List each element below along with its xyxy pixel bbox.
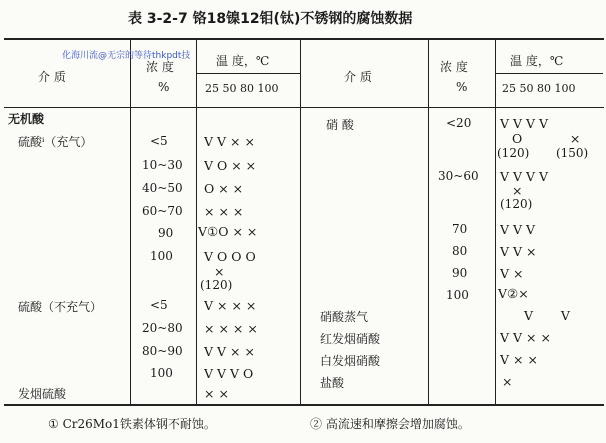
right-conc-4: 30~60 — [438, 169, 479, 183]
right-conc-9: 90 — [452, 266, 468, 280]
header-temps-right: 25 50 80 100 — [502, 82, 576, 95]
left-marks-6: V O O O — [204, 249, 256, 264]
header-conc-left: 浓 度 — [146, 60, 174, 74]
col-divider-2 — [196, 38, 197, 404]
header-temp-left: 温 度，℃ — [216, 54, 270, 68]
label-red-fuming-nitric: 红发烟硝酸 — [320, 332, 381, 346]
temp-subrule-left — [196, 73, 300, 74]
left-marks-9: V × × × — [204, 298, 257, 313]
left-conc-9: <5 — [150, 298, 168, 312]
footnote-1: ① Cr26Mo1铁素体钢不耐蚀。 — [48, 417, 216, 431]
header-medium-left: 介 质 — [38, 70, 66, 84]
label-hydrochloric: 盐酸 — [320, 376, 345, 390]
left-conc-3: 40~50 — [142, 181, 183, 195]
label-fuming-sulfuric: 发烟硫酸 — [18, 387, 67, 401]
col-divider-1 — [130, 38, 131, 404]
left-marks-12: V V V O — [204, 366, 254, 381]
col-divider-center — [300, 38, 301, 404]
left-conc-1: <5 — [150, 134, 168, 148]
bottom-rule — [4, 404, 604, 406]
right-conc-1: <20 — [446, 116, 472, 130]
right-marks-3: (120) (150) — [497, 146, 589, 160]
right-marks-2: O × — [512, 131, 581, 146]
left-conc-5: 90 — [158, 226, 174, 240]
header-rule — [4, 107, 604, 108]
temp-subrule-right — [495, 73, 603, 74]
left-conc-2: 10~30 — [142, 158, 183, 172]
right-marks-11: V V — [524, 308, 570, 323]
header-conc-right: 浓 度 — [440, 60, 468, 74]
left-marks-11: V V × × — [204, 344, 255, 359]
right-marks-1: V V V V — [500, 116, 549, 131]
label-sulfuric-non-aerated: 硫酸（不充气） — [18, 300, 103, 314]
top-rule — [4, 38, 604, 40]
label-white-fuming-nitric: 白发烟硝酸 — [320, 354, 381, 368]
left-marks-5: V①O × × — [198, 224, 258, 239]
right-marks-14: × — [502, 374, 513, 389]
header-medium-right: 介 质 — [344, 70, 372, 84]
right-marks-5: × — [512, 183, 523, 198]
right-conc-8: 80 — [452, 244, 468, 258]
right-marks-12: V V × × — [500, 330, 551, 345]
right-marks-13: V × × — [500, 352, 538, 367]
left-marks-8: (120) — [200, 278, 233, 292]
left-marks-10: × × × × — [204, 321, 258, 336]
right-marks-4: V V V V — [500, 169, 549, 184]
header-temp-right: 温 度，℃ — [510, 54, 564, 68]
left-conc-4: 60~70 — [142, 204, 183, 218]
left-marks-13: × × — [204, 386, 229, 401]
left-marks-4: × × × — [204, 204, 244, 219]
col-divider-3 — [428, 38, 429, 404]
right-marks-10: V②× — [498, 286, 529, 301]
footnote-2: ② 高流速和摩擦会增加腐蚀。 — [310, 417, 470, 431]
left-marks-3: O × × — [204, 181, 244, 196]
right-marks-9: V × — [500, 266, 524, 281]
label-nitric: 硝 酸 — [326, 118, 354, 132]
left-conc-11: 80~90 — [142, 344, 183, 358]
header-temps-left: 25 50 80 100 — [205, 82, 279, 95]
left-conc-6: 100 — [150, 249, 173, 263]
header-pct-left: % — [158, 80, 170, 94]
right-marks-7: V V V — [500, 222, 536, 237]
right-marks-6: (120) — [500, 197, 533, 211]
table-title: 表 3-2-7 铬18镍12钼(钛)不锈钢的腐蚀数据 — [128, 11, 413, 27]
left-marks-1: V V × × — [204, 134, 255, 149]
left-marks-7: × — [214, 264, 225, 279]
label-inorganic: 无机酸 — [8, 112, 45, 126]
watermark-text: 化海川流@无宗的等待thkpdt技 — [62, 51, 191, 61]
col-divider-4 — [495, 38, 496, 404]
right-conc-7: 70 — [452, 222, 468, 236]
label-nitric-vapor: 硝酸蒸气 — [320, 310, 369, 324]
header-pct-right: % — [456, 80, 468, 94]
left-conc-10: 20~80 — [142, 321, 183, 335]
left-conc-12: 100 — [150, 366, 173, 380]
right-marks-8: V V × — [500, 244, 537, 259]
label-sulfuric-aerated: 硫酸ⁱ（充气） — [18, 135, 93, 149]
right-conc-10: 100 — [446, 288, 469, 302]
left-marks-2: V O × × — [204, 158, 257, 173]
